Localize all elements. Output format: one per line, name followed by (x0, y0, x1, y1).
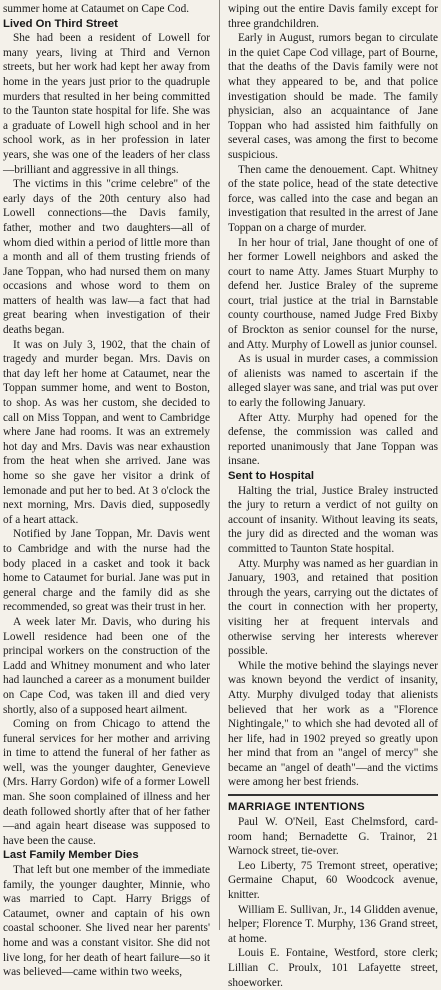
article-paragraph: Coming on from Chicago to attend the funeral services for her mother and arriving in time to attend the funeral of her father as well, was the younger daughter, Genevieve (Mrs. Harry Gordon) wife of a former Lowell man. She soon complained of illness and her death followed shortly after that of her father—and again heart disease was supposed to have been the cause. (3, 718, 210, 847)
article-paragraph: Atty. Murphy was named as her guardian in January, 1903, and retained that position through the years, carrying out the dictates of the court in connection with her property, visiting her at frequent intervals and otherwise serving her interests wherever possible. (228, 557, 438, 658)
article-paragraph: The victims in this "crime celebre" of the early days of the 20th century also had Lowell connections—the Davis family, father, mother and two daughters—all of whom died within a period of little more than a month and all of them trusting friends of Jane Toppan, who had nursed them on many occasions and whose word to them on matters of health was law—a fact that had great bearing when investigation of their deaths began. (3, 178, 210, 337)
subheading: Lived On Third Street (3, 17, 118, 30)
marriage-entry (228, 903, 438, 947)
article-paragraph: Notified by Jane Toppan, Mr. Davis went to Cambridge and with the nurse had the body placed in a casket and took it back home to Cataumet for burial. Jane was put in general charge and the family did as she recommended, so great was their trust in her. (3, 528, 210, 614)
marriage-entry (228, 946, 438, 990)
article-paragraph: Halting the trial, Justice Braley instructed the jury to return a verdict of not guilty on account of insanity. Without leaving its seats, the jury did as directed and the woman was committed to Taunton State hospital. (228, 484, 438, 555)
article-paragraph: After Atty. Murphy had opened for the defense, the commission was called and reported unanimously that Jane Toppan was insane. (228, 411, 438, 468)
marriage-entry (228, 815, 438, 859)
subheading: Sent to Hospital (228, 470, 314, 482)
marriage-entry-text: Leo Liberty, 75 Tremont street, operative; Germaine Chaput, 60 Woodcock avenue, knitter. (228, 859, 438, 902)
right-column (228, 2, 438, 990)
article-paragraph: While the motive behind the slayings never was known beyond the verdict of insanity, Atty. Murphy divulged today that alienists believed that her work as a "Florence Nightingale," to which she had devoted all of her life, had in 1902 preyed so greatly upon her mind that from an "angel of mercy" she became an "angel of death"—and the victims were among her best friends. (228, 659, 438, 789)
article-paragraph: A week later Mr. Davis, who during his Lowell residence had been one of the principal workers on the construction of the Ladd and Whitney monument and who later had launched a career as a monument builder on Cape Cod, was taken ill and died very shortly, also of a supposed heart ailment. (3, 615, 210, 716)
marriage-entry-text: Louis E. Fontaine, Westford, store clerk; Lillian C. Proulx, 101 Lafayette street, shoeworker. (228, 947, 438, 989)
section-title: MARRIAGE INTENTIONS (228, 801, 365, 814)
article-paragraph: wiping out the entire Davis family except for three grandchildren. (228, 3, 438, 30)
article-paragraph: Early in August, rumors began to circulate in the quiet Cape Cod village, part of Bourne, that the deaths of the Davis family were not what they appeared to be, and that police investigation should be made. The family physician, also an acquaintance of Jane Toppan who had assisted him faithfully on several cases, was among the first to become suspicious. (228, 32, 438, 161)
marriage-entry-text: Paul W. O'Neil, East Chelmsford, card-room hand; Bernadette G. Trainor, 21 Warnock street, tie-over. (228, 816, 438, 858)
article-paragraph: summer home at Cataumet on Cape Cod. (3, 3, 190, 15)
article-paragraph: It was on July 3, 1902, that the chain of tragedy and murder began. Mrs. Davis on that day left her home at Cataumet, near the Toppan summer home, and went to Boston, to shop. As was her custom, she decided to call on Miss Toppan, and went to Cambridge where Jane had rooms. It was an extremely hot day and Mrs. Davis was near exhaustion from the heat when she arrived. Jane was home so she gave her visitor a drink of lemonade and put her to bed. At 3 o'clock the next morning, Mrs. Davis died, supposedly of a heart attack. (3, 338, 210, 526)
marriage-entry (228, 859, 438, 903)
left-column (3, 2, 210, 980)
subheading: Last Family Member Dies (3, 849, 139, 862)
article-paragraph: Then came the denouement. Capt. Whitney of the state police, head of the state detective force, was called into the case and began an investigation that resulted in the arrest of Jane Toppan on a charge of murder. (228, 163, 438, 234)
article-paragraph: That left but one member of the immediate family, the younger daughter, Minnie, who was married to Capt. Harry Briggs of Cataumet, owner and captain of his own coastal schooner. She lived near her parents' home and was a constant visitor. She did not live long, for her death of heart failure—so it was believed—came within two weeks, (3, 864, 210, 979)
article-paragraph: She had been a resident of Lowell for many years, living at Third and Vernon streets, but her work had kept her away from home in the years just prior to the quadruple murders that resulted in her being committed to the Taunton state hospital for life. She was a graduate of Lowell high school and in her school work, as in her profession in later years, she was one of the leaders of her class—brilliant and aggressive in all things. (3, 32, 210, 176)
article-paragraph: In her hour of trial, Jane thought of one of her former Lowell neighbors and asked the court to name Atty. James Stuart Murphy to defend her. Justice Braley of the supreme court, trial justice at the trial in Barnstable county courthouse, named Judge Fred Bixby of Brockton as senior counsel for the nurse, and Atty. Murphy of Lowell as junior counsel. (228, 236, 438, 351)
column-divider (219, 0, 220, 930)
article-paragraph: As is usual in murder cases, a commission of alienists was named to ascertain if the alleged slayer was sane, and trial was put over to early the following January. (228, 353, 438, 410)
marriage-entry-text: William E. Sullivan, Jr., 14 Glidden avenue, helper; Florence T. Murphy, 136 Grand street, at home. (228, 903, 438, 945)
section-divider (228, 794, 438, 796)
